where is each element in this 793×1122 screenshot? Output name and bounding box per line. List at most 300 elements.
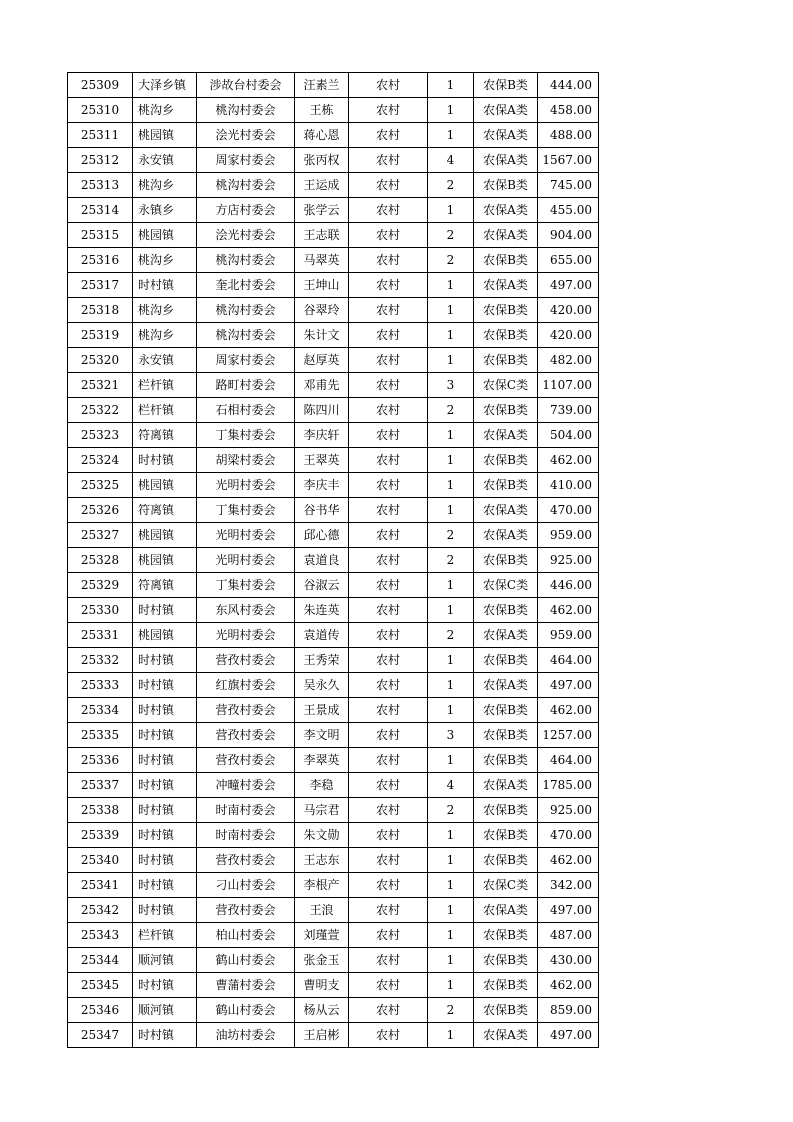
cell-person-name: 邓甫先	[295, 373, 349, 398]
cell-person-name: 朱文勋	[295, 823, 349, 848]
cell-household-size: 2	[428, 398, 474, 423]
cell-insurance-category: 农保B类	[474, 248, 538, 273]
cell-insurance-category: 农保A类	[474, 773, 538, 798]
cell-person-name: 王秀荣	[295, 648, 349, 673]
cell-amount: 462.00	[538, 448, 599, 473]
cell-household-size: 1	[428, 848, 474, 873]
cell-person-name: 李翠英	[295, 748, 349, 773]
cell-amount: 462.00	[538, 973, 599, 998]
cell-insurance-category: 农保A类	[474, 198, 538, 223]
cell-person-name: 王景成	[295, 698, 349, 723]
cell-area-type: 农村	[349, 298, 428, 323]
cell-village-committee: 周家村委会	[197, 148, 295, 173]
cell-person-name: 张学云	[295, 198, 349, 223]
cell-insurance-category: 农保A类	[474, 1023, 538, 1048]
cell-household-size: 1	[428, 273, 474, 298]
cell-town: 时村镇	[133, 1023, 197, 1048]
cell-insurance-category: 农保B类	[474, 73, 538, 98]
cell-person-name: 李稳	[295, 773, 349, 798]
cell-household-size: 1	[428, 823, 474, 848]
cell-household-size: 2	[428, 173, 474, 198]
cell-area-type: 农村	[349, 223, 428, 248]
cell-person-name: 王栋	[295, 98, 349, 123]
cell-village-committee: 浍光村委会	[197, 123, 295, 148]
cell-person-name: 朱计文	[295, 323, 349, 348]
cell-area-type: 农村	[349, 923, 428, 948]
cell-town: 时村镇	[133, 823, 197, 848]
cell-town: 桃沟乡	[133, 298, 197, 323]
table-row	[68, 98, 599, 123]
cell-town: 时村镇	[133, 973, 197, 998]
cell-record-id: 25345	[68, 973, 133, 998]
cell-record-id: 25312	[68, 148, 133, 173]
cell-area-type: 农村	[349, 323, 428, 348]
cell-area-type: 农村	[349, 998, 428, 1023]
cell-amount: 462.00	[538, 698, 599, 723]
cell-village-committee: 光明村委会	[197, 548, 295, 573]
cell-record-id: 25326	[68, 498, 133, 523]
table-row	[68, 948, 599, 973]
cell-household-size: 1	[428, 898, 474, 923]
cell-town: 桃沟乡	[133, 323, 197, 348]
cell-insurance-category: 农保B类	[474, 923, 538, 948]
cell-insurance-category: 农保A类	[474, 98, 538, 123]
cell-person-name: 张丙权	[295, 148, 349, 173]
cell-insurance-category: 农保B类	[474, 298, 538, 323]
table-row	[68, 998, 599, 1023]
cell-village-committee: 营孜村委会	[197, 648, 295, 673]
cell-insurance-category: 农保B类	[474, 848, 538, 873]
cell-person-name: 汪素兰	[295, 73, 349, 98]
cell-area-type: 农村	[349, 523, 428, 548]
cell-town: 时村镇	[133, 873, 197, 898]
cell-amount: 464.00	[538, 748, 599, 773]
cell-record-id: 25318	[68, 298, 133, 323]
cell-person-name: 曹明支	[295, 973, 349, 998]
cell-record-id: 25334	[68, 698, 133, 723]
table-row	[68, 273, 599, 298]
cell-household-size: 1	[428, 648, 474, 673]
cell-area-type: 农村	[349, 398, 428, 423]
cell-town: 时村镇	[133, 798, 197, 823]
cell-amount: 410.00	[538, 473, 599, 498]
cell-village-committee: 营孜村委会	[197, 723, 295, 748]
cell-insurance-category: 农保C类	[474, 373, 538, 398]
cell-amount: 497.00	[538, 898, 599, 923]
cell-amount: 497.00	[538, 1023, 599, 1048]
cell-village-committee: 石相村委会	[197, 398, 295, 423]
cell-village-committee: 周家村委会	[197, 348, 295, 373]
table-row	[68, 598, 599, 623]
cell-area-type: 农村	[349, 698, 428, 723]
cell-insurance-category: 农保A类	[474, 148, 538, 173]
table-row	[68, 723, 599, 748]
cell-record-id: 25321	[68, 373, 133, 398]
cell-amount: 925.00	[538, 798, 599, 823]
cell-village-committee: 时南村委会	[197, 798, 295, 823]
cell-record-id: 25331	[68, 623, 133, 648]
table-row	[68, 223, 599, 248]
cell-area-type: 农村	[349, 573, 428, 598]
cell-insurance-category: 农保B类	[474, 448, 538, 473]
cell-insurance-category: 农保B类	[474, 598, 538, 623]
cell-household-size: 1	[428, 448, 474, 473]
cell-village-committee: 光明村委会	[197, 523, 295, 548]
cell-record-id: 25339	[68, 823, 133, 848]
cell-town: 栏杆镇	[133, 923, 197, 948]
cell-household-size: 1	[428, 73, 474, 98]
cell-town: 时村镇	[133, 898, 197, 923]
cell-area-type: 农村	[349, 498, 428, 523]
cell-insurance-category: 农保B类	[474, 473, 538, 498]
cell-village-committee: 涉故台村委会	[197, 73, 295, 98]
cell-area-type: 农村	[349, 623, 428, 648]
cell-household-size: 1	[428, 498, 474, 523]
cell-area-type: 农村	[349, 848, 428, 873]
cell-person-name: 王运成	[295, 173, 349, 198]
cell-amount: 1785.00	[538, 773, 599, 798]
cell-insurance-category: 农保B类	[474, 698, 538, 723]
cell-village-committee: 营孜村委会	[197, 848, 295, 873]
cell-insurance-category: 农保B类	[474, 998, 538, 1023]
cell-village-committee: 丁集村委会	[197, 573, 295, 598]
cell-record-id: 25337	[68, 773, 133, 798]
cell-household-size: 1	[428, 973, 474, 998]
cell-town: 时村镇	[133, 673, 197, 698]
cell-person-name: 李文明	[295, 723, 349, 748]
table-row	[68, 298, 599, 323]
table-row	[68, 923, 599, 948]
cell-household-size: 1	[428, 198, 474, 223]
table-row	[68, 798, 599, 823]
cell-record-id: 25335	[68, 723, 133, 748]
cell-household-size: 4	[428, 773, 474, 798]
cell-area-type: 农村	[349, 548, 428, 573]
cell-amount: 482.00	[538, 348, 599, 373]
cell-record-id: 25336	[68, 748, 133, 773]
cell-insurance-category: 农保B类	[474, 948, 538, 973]
cell-record-id: 25320	[68, 348, 133, 373]
cell-household-size: 2	[428, 223, 474, 248]
cell-household-size: 1	[428, 923, 474, 948]
cell-record-id: 25342	[68, 898, 133, 923]
table-row	[68, 423, 599, 448]
table-row	[68, 623, 599, 648]
table-row	[68, 673, 599, 698]
cell-amount: 655.00	[538, 248, 599, 273]
cell-household-size: 1	[428, 598, 474, 623]
cell-village-committee: 红旗村委会	[197, 673, 295, 698]
cell-insurance-category: 农保A类	[474, 898, 538, 923]
table-row	[68, 198, 599, 223]
cell-town: 大泽乡镇	[133, 73, 197, 98]
cell-village-committee: 东风村委会	[197, 598, 295, 623]
cell-person-name: 王志联	[295, 223, 349, 248]
cell-insurance-category: 农保B类	[474, 348, 538, 373]
cell-area-type: 农村	[349, 198, 428, 223]
cell-town: 永安镇	[133, 148, 197, 173]
cell-insurance-category: 农保B类	[474, 973, 538, 998]
cell-area-type: 农村	[349, 973, 428, 998]
cell-household-size: 1	[428, 323, 474, 348]
cell-record-id: 25330	[68, 598, 133, 623]
cell-town: 时村镇	[133, 448, 197, 473]
cell-household-size: 1	[428, 873, 474, 898]
cell-household-size: 2	[428, 623, 474, 648]
cell-person-name: 谷淑云	[295, 573, 349, 598]
cell-person-name: 蒋心恩	[295, 123, 349, 148]
table-row	[68, 248, 599, 273]
cell-household-size: 1	[428, 1023, 474, 1048]
cell-village-committee: 柏山村委会	[197, 923, 295, 948]
cell-amount: 464.00	[538, 648, 599, 673]
cell-amount: 959.00	[538, 623, 599, 648]
cell-amount: 497.00	[538, 673, 599, 698]
cell-household-size: 1	[428, 348, 474, 373]
cell-person-name: 刘瑾萱	[295, 923, 349, 948]
cell-amount: 488.00	[538, 123, 599, 148]
table-row	[68, 648, 599, 673]
cell-record-id: 25332	[68, 648, 133, 673]
cell-household-size: 1	[428, 573, 474, 598]
cell-area-type: 农村	[349, 248, 428, 273]
cell-area-type: 农村	[349, 598, 428, 623]
table-row	[68, 848, 599, 873]
cell-village-committee: 奎北村委会	[197, 273, 295, 298]
cell-insurance-category: 农保A类	[474, 673, 538, 698]
cell-area-type: 农村	[349, 873, 428, 898]
cell-household-size: 2	[428, 248, 474, 273]
cell-insurance-category: 农保B类	[474, 548, 538, 573]
cell-record-id: 25340	[68, 848, 133, 873]
cell-area-type: 农村	[349, 448, 428, 473]
cell-amount: 739.00	[538, 398, 599, 423]
cell-amount: 1107.00	[538, 373, 599, 398]
table-row	[68, 573, 599, 598]
cell-record-id: 25347	[68, 1023, 133, 1048]
cell-household-size: 1	[428, 748, 474, 773]
table-row	[68, 973, 599, 998]
cell-town: 桃沟乡	[133, 248, 197, 273]
cell-town: 桃沟乡	[133, 173, 197, 198]
cell-town: 时村镇	[133, 773, 197, 798]
table-row	[68, 398, 599, 423]
cell-town: 时村镇	[133, 648, 197, 673]
table-row	[68, 523, 599, 548]
cell-village-committee: 桃沟村委会	[197, 173, 295, 198]
table-row	[68, 373, 599, 398]
cell-area-type: 农村	[349, 98, 428, 123]
cell-household-size: 2	[428, 998, 474, 1023]
table-row	[68, 873, 599, 898]
cell-village-committee: 丁集村委会	[197, 498, 295, 523]
cell-record-id: 25346	[68, 998, 133, 1023]
cell-household-size: 1	[428, 298, 474, 323]
cell-record-id: 25333	[68, 673, 133, 698]
cell-village-committee: 胡梁村委会	[197, 448, 295, 473]
cell-household-size: 3	[428, 373, 474, 398]
cell-person-name: 谷书华	[295, 498, 349, 523]
cell-person-name: 李根产	[295, 873, 349, 898]
cell-village-committee: 营孜村委会	[197, 748, 295, 773]
cell-amount: 420.00	[538, 323, 599, 348]
cell-village-committee: 浍光村委会	[197, 223, 295, 248]
cell-village-committee: 路町村委会	[197, 373, 295, 398]
table-row	[68, 73, 599, 98]
cell-area-type: 农村	[349, 173, 428, 198]
cell-area-type: 农村	[349, 823, 428, 848]
cell-village-committee: 曹蒲村委会	[197, 973, 295, 998]
cell-village-committee: 桃沟村委会	[197, 248, 295, 273]
cell-record-id: 25324	[68, 448, 133, 473]
table-row	[68, 748, 599, 773]
cell-area-type: 农村	[349, 723, 428, 748]
cell-amount: 1257.00	[538, 723, 599, 748]
cell-amount: 458.00	[538, 98, 599, 123]
cell-record-id: 25343	[68, 923, 133, 948]
cell-town: 桃园镇	[133, 223, 197, 248]
cell-household-size: 2	[428, 798, 474, 823]
cell-area-type: 农村	[349, 798, 428, 823]
cell-person-name: 马宗君	[295, 798, 349, 823]
cell-amount: 462.00	[538, 598, 599, 623]
cell-person-name: 王启彬	[295, 1023, 349, 1048]
cell-household-size: 1	[428, 123, 474, 148]
cell-record-id: 25327	[68, 523, 133, 548]
table-row	[68, 498, 599, 523]
cell-amount: 462.00	[538, 848, 599, 873]
cell-record-id: 25323	[68, 423, 133, 448]
cell-village-committee: 光明村委会	[197, 473, 295, 498]
table-body	[68, 73, 599, 1048]
cell-town: 栏杆镇	[133, 373, 197, 398]
cell-insurance-category: 农保A类	[474, 223, 538, 248]
cell-town: 时村镇	[133, 723, 197, 748]
cell-person-name: 吴永久	[295, 673, 349, 698]
cell-insurance-category: 农保B类	[474, 723, 538, 748]
table-row	[68, 173, 599, 198]
cell-person-name: 王浪	[295, 898, 349, 923]
cell-person-name: 朱连英	[295, 598, 349, 623]
cell-insurance-category: 农保B类	[474, 798, 538, 823]
cell-area-type: 农村	[349, 373, 428, 398]
cell-amount: 444.00	[538, 73, 599, 98]
cell-insurance-category: 农保A类	[474, 273, 538, 298]
cell-record-id: 25310	[68, 98, 133, 123]
cell-record-id: 25311	[68, 123, 133, 148]
cell-village-committee: 桃沟村委会	[197, 298, 295, 323]
cell-household-size: 2	[428, 548, 474, 573]
cell-household-size: 1	[428, 948, 474, 973]
cell-town: 时村镇	[133, 848, 197, 873]
cell-village-committee: 方店村委会	[197, 198, 295, 223]
table-row	[68, 1023, 599, 1048]
cell-amount: 504.00	[538, 423, 599, 448]
cell-town: 永镇乡	[133, 198, 197, 223]
cell-person-name: 谷翠玲	[295, 298, 349, 323]
cell-person-name: 王翠英	[295, 448, 349, 473]
cell-insurance-category: 农保B类	[474, 748, 538, 773]
cell-amount: 497.00	[538, 273, 599, 298]
cell-town: 时村镇	[133, 698, 197, 723]
cell-area-type: 农村	[349, 123, 428, 148]
cell-record-id: 25313	[68, 173, 133, 198]
cell-town: 顺河镇	[133, 948, 197, 973]
cell-insurance-category: 农保A类	[474, 623, 538, 648]
cell-person-name: 袁道良	[295, 548, 349, 573]
cell-amount: 959.00	[538, 523, 599, 548]
cell-village-committee: 鹤山村委会	[197, 948, 295, 973]
cell-village-committee: 营孜村委会	[197, 898, 295, 923]
cell-village-committee: 桃沟村委会	[197, 98, 295, 123]
cell-person-name: 袁道传	[295, 623, 349, 648]
cell-town: 桃园镇	[133, 123, 197, 148]
cell-record-id: 25328	[68, 548, 133, 573]
cell-village-committee: 刁山村委会	[197, 873, 295, 898]
cell-household-size: 1	[428, 98, 474, 123]
cell-area-type: 农村	[349, 948, 428, 973]
table-row	[68, 698, 599, 723]
cell-town: 符离镇	[133, 498, 197, 523]
table-row	[68, 548, 599, 573]
cell-town: 时村镇	[133, 273, 197, 298]
cell-insurance-category: 农保A类	[474, 423, 538, 448]
cell-town: 时村镇	[133, 748, 197, 773]
cell-record-id: 25319	[68, 323, 133, 348]
cell-record-id: 25309	[68, 73, 133, 98]
cell-town: 桃沟乡	[133, 98, 197, 123]
cell-village-committee: 营孜村委会	[197, 698, 295, 723]
cell-amount: 470.00	[538, 823, 599, 848]
cell-household-size: 4	[428, 148, 474, 173]
cell-amount: 420.00	[538, 298, 599, 323]
cell-area-type: 农村	[349, 648, 428, 673]
cell-insurance-category: 农保A类	[474, 123, 538, 148]
cell-amount: 446.00	[538, 573, 599, 598]
cell-town: 桃园镇	[133, 548, 197, 573]
table-row	[68, 148, 599, 173]
cell-amount: 342.00	[538, 873, 599, 898]
cell-area-type: 农村	[349, 673, 428, 698]
cell-town: 符离镇	[133, 423, 197, 448]
cell-area-type: 农村	[349, 273, 428, 298]
cell-amount: 487.00	[538, 923, 599, 948]
cell-amount: 470.00	[538, 498, 599, 523]
table-row	[68, 123, 599, 148]
cell-person-name: 马翠英	[295, 248, 349, 273]
cell-town: 桃园镇	[133, 523, 197, 548]
table-row	[68, 348, 599, 373]
cell-village-committee: 冲疃村委会	[197, 773, 295, 798]
cell-amount: 745.00	[538, 173, 599, 198]
cell-person-name: 李庆轩	[295, 423, 349, 448]
cell-insurance-category: 农保B类	[474, 648, 538, 673]
cell-record-id: 25314	[68, 198, 133, 223]
cell-record-id: 25316	[68, 248, 133, 273]
cell-insurance-category: 农保B类	[474, 398, 538, 423]
cell-town: 符离镇	[133, 573, 197, 598]
cell-town: 栏杆镇	[133, 398, 197, 423]
cell-village-committee: 丁集村委会	[197, 423, 295, 448]
cell-town: 永安镇	[133, 348, 197, 373]
cell-town: 顺河镇	[133, 998, 197, 1023]
cell-area-type: 农村	[349, 423, 428, 448]
table-row	[68, 898, 599, 923]
cell-village-committee: 鹤山村委会	[197, 998, 295, 1023]
cell-amount: 859.00	[538, 998, 599, 1023]
cell-insurance-category: 农保A类	[474, 523, 538, 548]
cell-area-type: 农村	[349, 148, 428, 173]
